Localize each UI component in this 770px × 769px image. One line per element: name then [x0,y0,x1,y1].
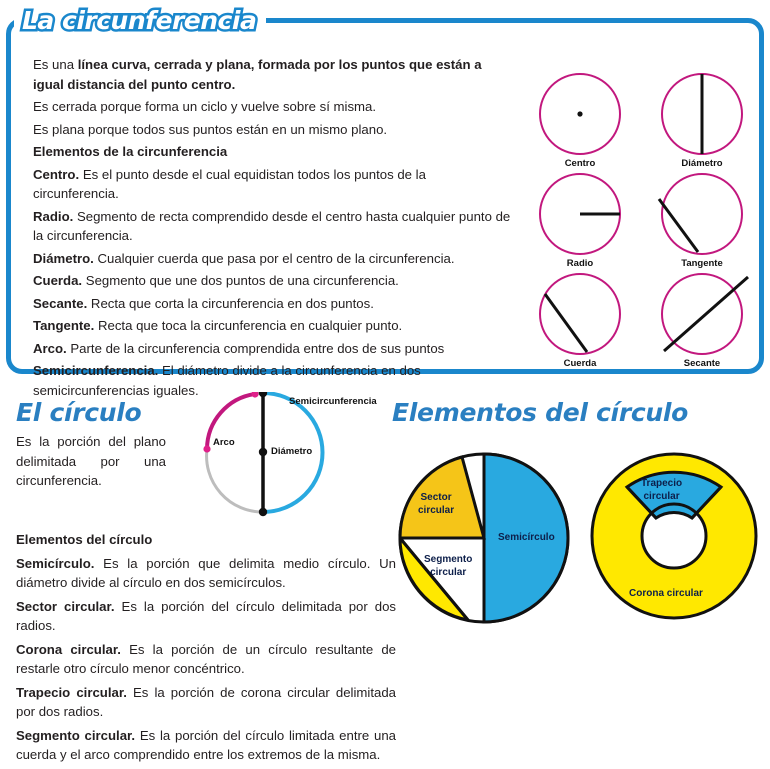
label-semicircunferencia: Semicircunferencia [289,396,377,407]
label-diametro: Diámetro [271,446,313,457]
circulo-parts-pie-figure [396,450,572,631]
circulo-body-text: Es la porción del plano delimitada por una circunferencia. [16,434,166,488]
term-sector-circular: Sector circular. [16,598,115,614]
arc-diagram-icon [185,392,375,524]
line-plana: Es plana porque todos sus puntos están en un mismo plano. [33,121,388,137]
definition-secante [33,294,513,314]
definition-trapecio-circular [16,683,396,722]
text-sector-circular: Es la porción del círculo delimitada por dos radios. [16,598,397,633]
definition-arco [33,339,513,359]
pie-label-sector-line2: circular [418,504,455,516]
page-title: La circunferencia [22,6,257,35]
ring-label-corona-circular: Corona circular [629,588,703,599]
term-tangente: Tangente. [33,318,95,333]
term-radio: Radio. [33,208,74,224]
definition-sector-circular [16,597,396,636]
pie-label-sector-circular [418,492,454,517]
pie-label-segmento-line1: Segmento [424,554,473,565]
text-cuerda: Segmento que une dos puntos de una circunferencia. [82,273,399,288]
figure-cuerda [519,271,641,371]
intro-bold: línea curva, cerrada y plana, formada por los puntos que están a igual distancia del punto centro. [33,57,482,92]
figure-diametro [641,71,763,171]
line-cerrada: Es cerrada porque forma un ciclo y vuelve sobre sí misma. [33,99,377,114]
figure-radio [519,171,641,271]
panel-title-badge [14,6,266,36]
text-tangente: Recta que toca la circunferencia en cualquier punto. [94,318,403,333]
figure-tangente [641,171,763,271]
term-secante: Secante. [33,295,88,311]
pie-label-semicirculo: Semicírculo [498,532,555,543]
definition-tangente [33,316,513,336]
text-trapecio-circular: Es la porción de corona circular delimitada por dos radios. [16,684,396,719]
diametro-diagram-icon [652,71,752,157]
corona-circular-figure [588,450,760,631]
pie-label-sector-line1: Sector [420,492,452,503]
intro-lead: Es una [33,57,78,72]
text-arco: Parte de la circunferencia comprendida entre dos de sus puntos [66,340,445,356]
term-diametro: Diámetro. [33,250,94,266]
figure-label-secante: Secante [683,358,721,369]
definition-centro [33,165,513,204]
text-semicircunferencia: El diámetro divide a la circunferencia en dos semicircunferencias iguales. [33,363,421,398]
radio-diagram-icon [530,171,630,257]
definition-corona-circular [16,640,396,679]
secante-diagram-icon [652,271,752,357]
definition-semicirculo [16,554,396,593]
figure-label-centro: Centro [564,158,596,169]
definition-radio [33,207,513,246]
text-corona-circular: Es la porción de un círculo resultante de restarle otro círculo menor concéntrico. [16,641,396,676]
term-corona-circular: Corona circular. [16,641,121,657]
label-arco: Arco [213,437,235,448]
figure-label-cuerda: Cuerda [563,358,597,369]
circunferencia-text-column [33,55,513,403]
text-radio: Segmento de recta comprendido desde el centro hasta cualquier punto de la circunferencia. [33,208,511,243]
figure-label-tangente: Tangente [681,258,723,269]
centro-diagram-icon [530,71,630,157]
definition-cuerda [33,271,513,291]
definition-diametro [33,249,513,269]
text-secante: Recta que corta la circunferencia en dos puntos. [87,295,374,311]
ring-label-trapecio-circular [641,478,682,503]
definition-segmento-circular [16,726,396,765]
pie-label-segmento-circular [424,554,472,579]
circulo-heading: El círculo [16,398,142,427]
term-centro: Centro. [33,166,80,182]
figure-label-radio: Radio [566,258,594,269]
elements-heading: Elementos de la circunferencia [33,144,228,159]
circunferencia-panel [6,18,764,398]
circle-figure-grid [519,71,763,371]
text-semicirculo: Es la porción que delimita medio círculo. Un diámetro divide al círculo en dos semicírculos. [16,555,396,590]
ring-label-trapecio-line1: Trapecio [641,478,683,489]
elementos-definition-list [16,530,396,769]
term-cuerda: Cuerda. [33,273,83,288]
term-semicirculo: Semicírculo. [16,555,95,571]
arc-diameter-figure [185,392,375,529]
ring-label-trapecio-line2: circular [643,490,680,502]
intro-paragraph [33,55,513,94]
elementos-heading: Elementos del círculo [392,398,689,427]
figure-centro [519,71,641,171]
text-segmento-circular: Es la porción del círculo limitada entre una cuerda y el arco comprendido entre los extremos de la misma. [16,727,396,762]
term-trapecio-circular: Trapecio circular. [16,684,127,700]
term-semicircunferencia: Semicircunferencia. [33,363,159,378]
text-diametro: Cualquier cuerda que pasa por el centro de la circunferencia. [93,250,455,266]
cuerda-diagram-icon [530,271,630,357]
figure-label-diametro: Diámetro [681,158,723,169]
figure-secante [641,271,763,371]
elementos-list-heading: Elementos del círculo [16,532,153,547]
term-segmento-circular: Segmento circular. [16,727,136,743]
tangente-diagram-icon [652,171,752,257]
term-arco: Arco. [33,340,67,356]
pie-label-segmento-line2: circular [430,566,467,578]
text-centro: Es el punto desde el cual equidistan todos los puntos de la circunferencia. [33,166,426,201]
